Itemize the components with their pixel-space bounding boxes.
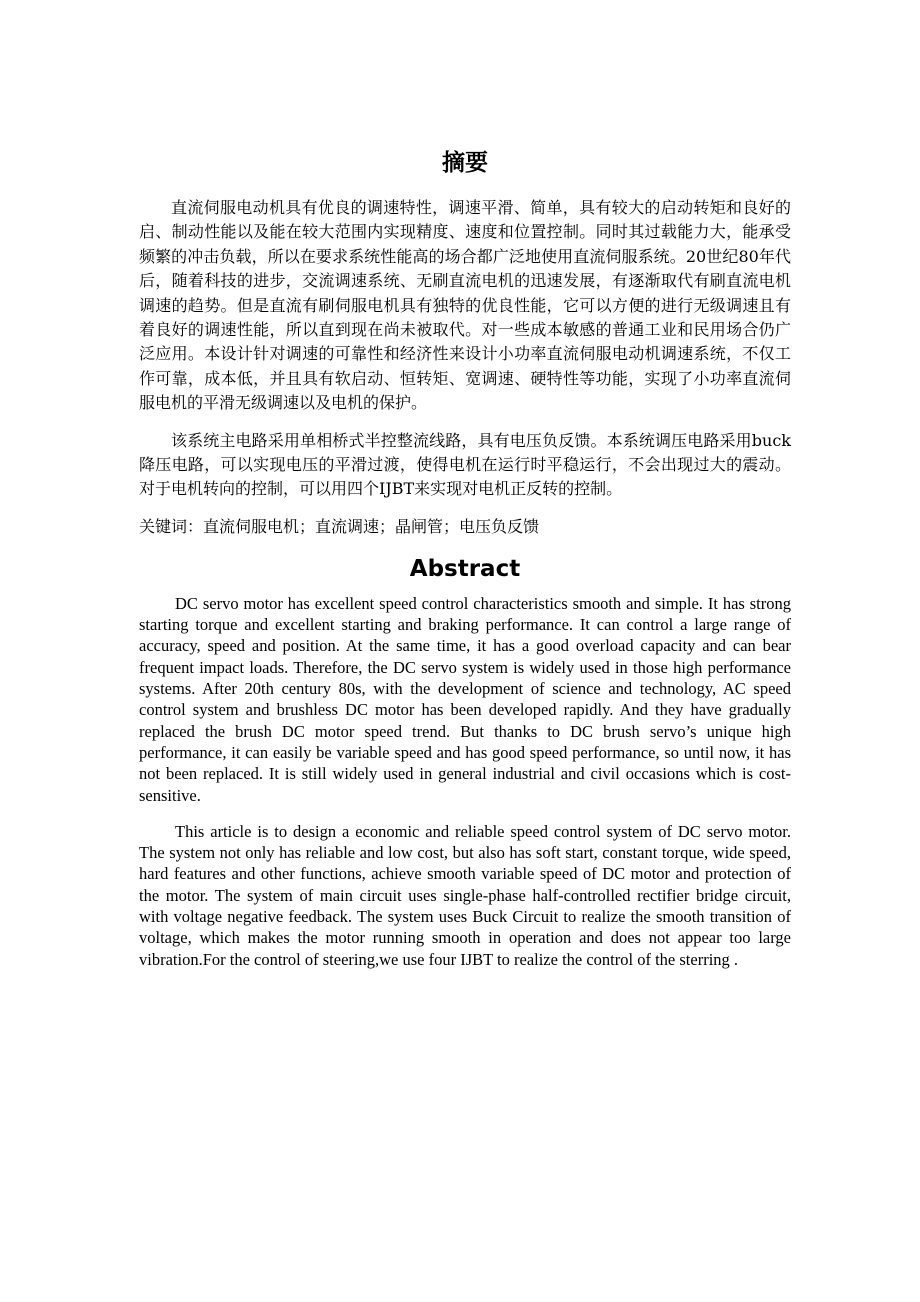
- chinese-abstract-paragraph-2: 该系统主电路采用单相桥式半控整流线路，具有电压负反馈。本系统调压电路采用buck降压电路，可以实现电压的平滑过渡，使得电机在运行时平稳运行，不会出现过大的震动。对于电机转向的控制，可以用四个IJBT来实现对电机正反转的控制。: [139, 430, 791, 499]
- chinese-abstract-paragraph-1: 直流伺服电动机具有优良的调速特性，调速平滑、简单，具有较大的启动转矩和良好的启、制动性能以及能在较大范围内实现精度、速度和位置控制。同时其过载能力大，能承受频繁的冲击负载，所以在要求系统性能高的场合都广泛地使用直流伺服系统。20世纪80年代后，随着科技的进步，交流调速系统、无刷直流电机的迅速发展，有逐渐取代有刷直流电机调速的趋势。但是直流有刷伺服电机具有独特的优良性能，它可以方便的进行无级调速且有着良好的调速性能，所以直到现在尚未被取代。对一些成本敏感的普通工业和民用场合仍广泛应用。本设计针对调速的可靠性和经济性来设计小功率直流伺服电动机调速系统，不仅工作可靠，成本低，并且具有软启动、恒转矩、宽调速、硬特性等功能，实现了小功率直流伺服电机的平滑无级调速以及电机的保护。: [139, 198, 791, 413]
- chinese-keywords: 关键词：直流伺服电机；直流调速；晶闸管；电压负反馈: [139, 516, 540, 536]
- document-page: [139, 148, 791, 970]
- english-abstract-paragraph-2: This article is to design a economic and reliable speed control system of DC servo motor. The system not only has reliable and low cost, but also has soft start, constant torque, wide speed, hard features and other functions, achieve smooth variable speed of DC motor and protection of the motor. The system of main circuit uses single-phase half-controlled rectifier bridge circuit, with voltage negative feedback. The system uses Buck Circuit to realize the smooth transition of voltage, which makes the motor running smooth in operation and does not appear too large vibration.For the control of steering,we use four IJBT to realize the control of the sterring .: [139, 821, 791, 969]
- chinese-abstract-title: 摘要: [442, 150, 488, 176]
- english-abstract-title: Abstract: [409, 555, 521, 582]
- english-abstract-paragraph-1: DC servo motor has excellent speed control characteristics smooth and simple. It has strong starting torque and excellent starting and braking performance. It can control a large range of accuracy, speed and position. At the same time, it has a good overload capacity and can bear frequent impact loads. Therefore, the DC servo system is widely used in those high performance systems. After 20th century 80s, with the development of science and technology, AC speed control system and brushless DC motor has been developed rapidly. And they have gradually replaced the brush DC motor speed trend. But thanks to DC brush servo’s unique high performance, it can easily be variable speed and has good speed performance, so until now, it has not been replaced. It is still widely used in general industrial and civil occasions which is cost-sensitive.: [139, 593, 791, 805]
